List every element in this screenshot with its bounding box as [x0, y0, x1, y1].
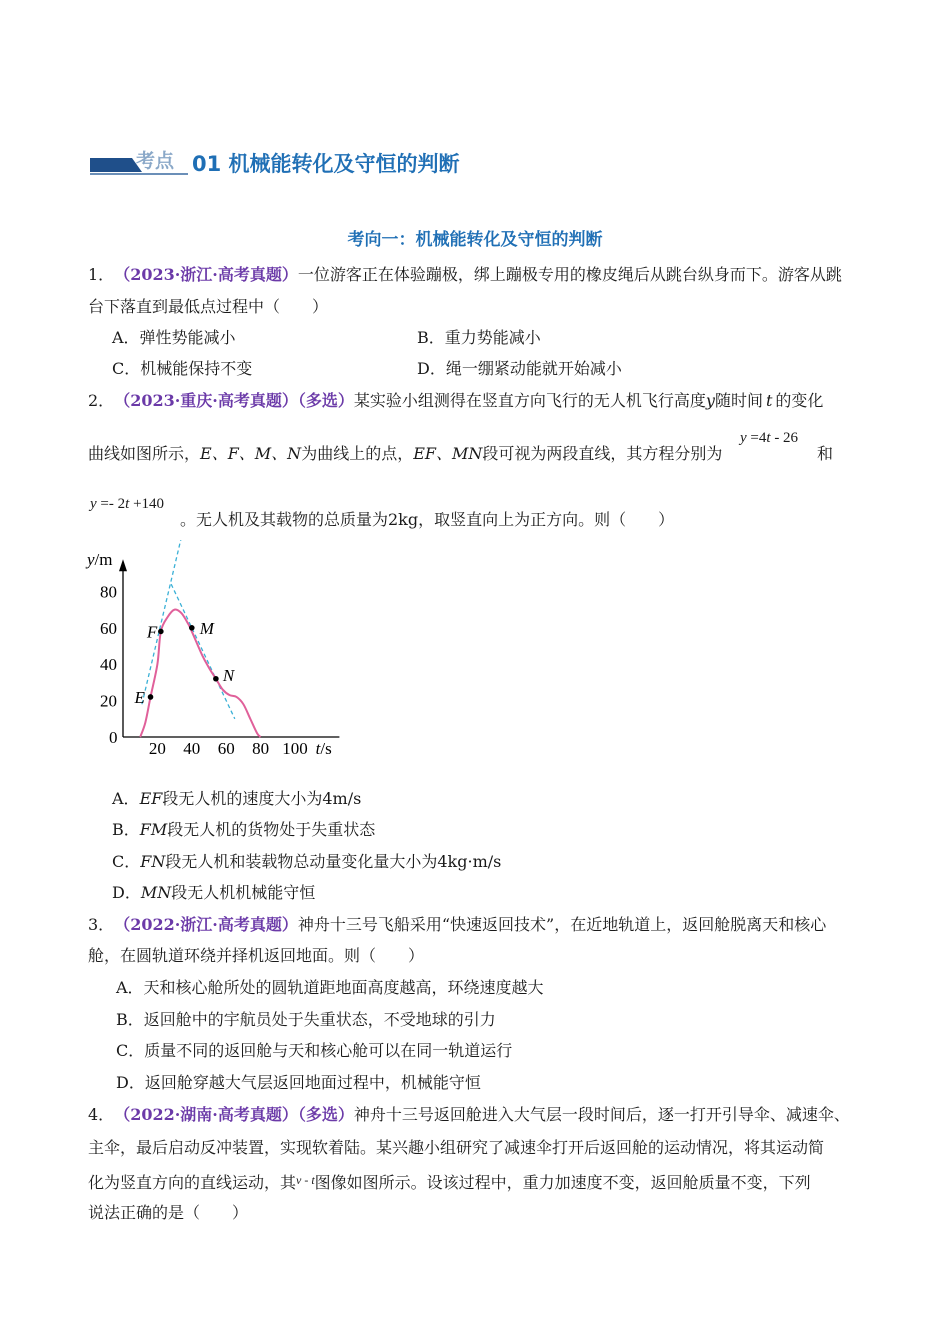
x-tick-label: 100: [282, 739, 308, 758]
point-label-e: E: [134, 687, 145, 707]
question-4-line-3: [88, 1170, 811, 1193]
q1-option-d: D．绳一绷紧动能就开始减小: [417, 359, 622, 378]
equation-mn: y =- 2t +140: [90, 496, 165, 512]
option-text: 段无人机和装载物总动量变化量大小为4kg·m/s: [165, 852, 502, 871]
option-text: 段无人机的速度大小为4m/s: [162, 789, 362, 808]
question-3-line-2: 舱，在圆轨道环绕并择机返回地面。则（ ）: [88, 946, 425, 965]
point-f: [158, 629, 164, 635]
option-label: A．: [112, 789, 140, 808]
variable-t: t: [765, 391, 773, 410]
segment-label: FN: [140, 852, 166, 871]
question-source: （2022·湖南·高考真题）: [122, 1105, 298, 1124]
vt-symbol: v - t: [296, 1173, 315, 1187]
y-axis-label: y/m: [87, 550, 113, 569]
point-labels: E、F、M、N: [200, 444, 302, 463]
question-number: 4．: [88, 1105, 115, 1124]
question-number: 3．: [88, 915, 115, 934]
question-text: 图像如图所示。设该过程中，重力加速度不变，返回舱质量不变，下列: [314, 1173, 811, 1192]
question-2-line-3: 。无人机及其载物的总质量为2kg，取竖直向上为正方向。则（ ）: [180, 510, 675, 529]
header-tag: 考点: [136, 150, 175, 172]
y-axis-arrow: [119, 559, 127, 571]
q3-option-b: B．返回舱中的宇航员处于失重状态，不受地球的引力: [116, 1010, 496, 1029]
option-text: 段无人机的货物处于失重状态: [167, 820, 376, 839]
x-tick-label: 60: [217, 739, 235, 758]
fit-line-mn: [171, 584, 235, 719]
variable-y: y: [705, 391, 715, 410]
q2-option-d: [112, 883, 315, 903]
section-title: 考向一：机械能转化及守恒的判断: [347, 230, 603, 250]
multi-choice-tag: （多选）: [297, 1105, 354, 1124]
question-text: 段可视为两段直线，其方程分别为: [482, 444, 723, 463]
q2-option-b: [112, 820, 375, 840]
option-text: 段无人机机械能守恒: [171, 883, 316, 902]
q3-option-d: D．返回舱穿越大气层返回地面过程中，机械能守恒: [116, 1073, 481, 1092]
question-2-line-2: [88, 444, 722, 464]
question-text: 的变化: [775, 391, 824, 410]
question-2-line-1: [88, 391, 823, 411]
x-tick-label: 20: [148, 739, 166, 758]
x-axis-label: t/s: [315, 739, 332, 758]
question-text: 神舟十三号飞船采用“快速返回技术”，在近地轨道上，返回舱脱离天和核心: [297, 915, 827, 934]
question-source: （2023·浙江·高考真题）: [122, 265, 298, 284]
equation-ef: y =4t - 26: [740, 430, 799, 446]
question-4-line-2: 主伞，最后启动反冲装置，实现软着陆。某兴趣小组研究了减速伞打开后返回舱的运动情况，将其运动简: [88, 1138, 825, 1157]
q2-option-a: [112, 789, 361, 809]
question-text: 神舟十三号返回舱进入大气层一段时间后，逐一打开引导伞、减速伞、: [353, 1105, 850, 1124]
question-text: 某实验小组测得在竖直方向飞行的无人机飞行高度: [353, 391, 706, 410]
multi-choice-tag: （多选）: [297, 391, 354, 410]
y-tick-label: 60: [100, 618, 117, 638]
question-text: 化为竖直方向的直线运动，其: [88, 1173, 297, 1192]
y-tick-label: 40: [100, 655, 117, 675]
q1-option-a: A．弹性势能减小: [112, 328, 236, 347]
q2-option-c: [112, 852, 501, 872]
q1-option-c: C．机械能保持不变: [112, 359, 253, 378]
segment-labels: EF、MN: [413, 444, 483, 463]
tick-label: 0: [109, 728, 118, 747]
question-source: （2023·重庆·高考真题）: [122, 391, 298, 410]
question-4-line-1: [88, 1105, 850, 1125]
question-4-line-4: 说法正确的是（ ）: [88, 1203, 249, 1222]
option-label: D．: [112, 883, 141, 902]
segment-label: EF: [139, 789, 163, 808]
x-tick-label: 40: [183, 739, 201, 758]
q1-option-b: B．重力势能减小: [417, 328, 541, 347]
question-number: 2．: [88, 391, 115, 410]
height-time-chart: [80, 540, 340, 760]
segment-label: MN: [140, 883, 172, 902]
page-title: 01 机械能转化及守恒的判断: [192, 152, 460, 176]
point-label-m: M: [199, 618, 214, 638]
q3-option-a: A．天和核心舱所处的圆轨道距地面高度越高，环绕速度越大: [116, 978, 544, 997]
conjunction: 和: [817, 444, 834, 463]
question-1-line-1: [88, 265, 842, 285]
option-label: C．: [112, 852, 141, 871]
x-tick-label: 80: [252, 739, 270, 758]
y-tick-label: 20: [100, 691, 117, 711]
q3-option-c: C．质量不同的返回舱与天和核心舱可以在同一轨道运行: [116, 1041, 513, 1060]
question-text: 为曲线上的点，: [301, 444, 414, 463]
question-1-line-2: 台下落直到最低点过程中（ ）: [88, 297, 329, 316]
point-e: [148, 694, 154, 700]
question-3-line-1: [88, 915, 826, 935]
option-label: B．: [112, 820, 140, 839]
question-number: 1．: [88, 265, 115, 284]
point-label-n: N: [222, 665, 235, 685]
y-tick-label: 80: [100, 582, 117, 602]
point-n: [213, 676, 219, 682]
question-text: 随时间: [714, 391, 763, 410]
segment-label: FM: [139, 820, 168, 839]
question-text: 一位游客正在体验蹦极，绑上蹦极专用的橡皮绳后从跳台纵身而下。游客从跳: [297, 265, 842, 284]
point-m: [189, 625, 195, 631]
question-text: 曲线如图所示，: [88, 444, 201, 463]
question-source: （2022·浙江·高考真题）: [122, 915, 298, 934]
point-label-f: F: [146, 622, 158, 642]
